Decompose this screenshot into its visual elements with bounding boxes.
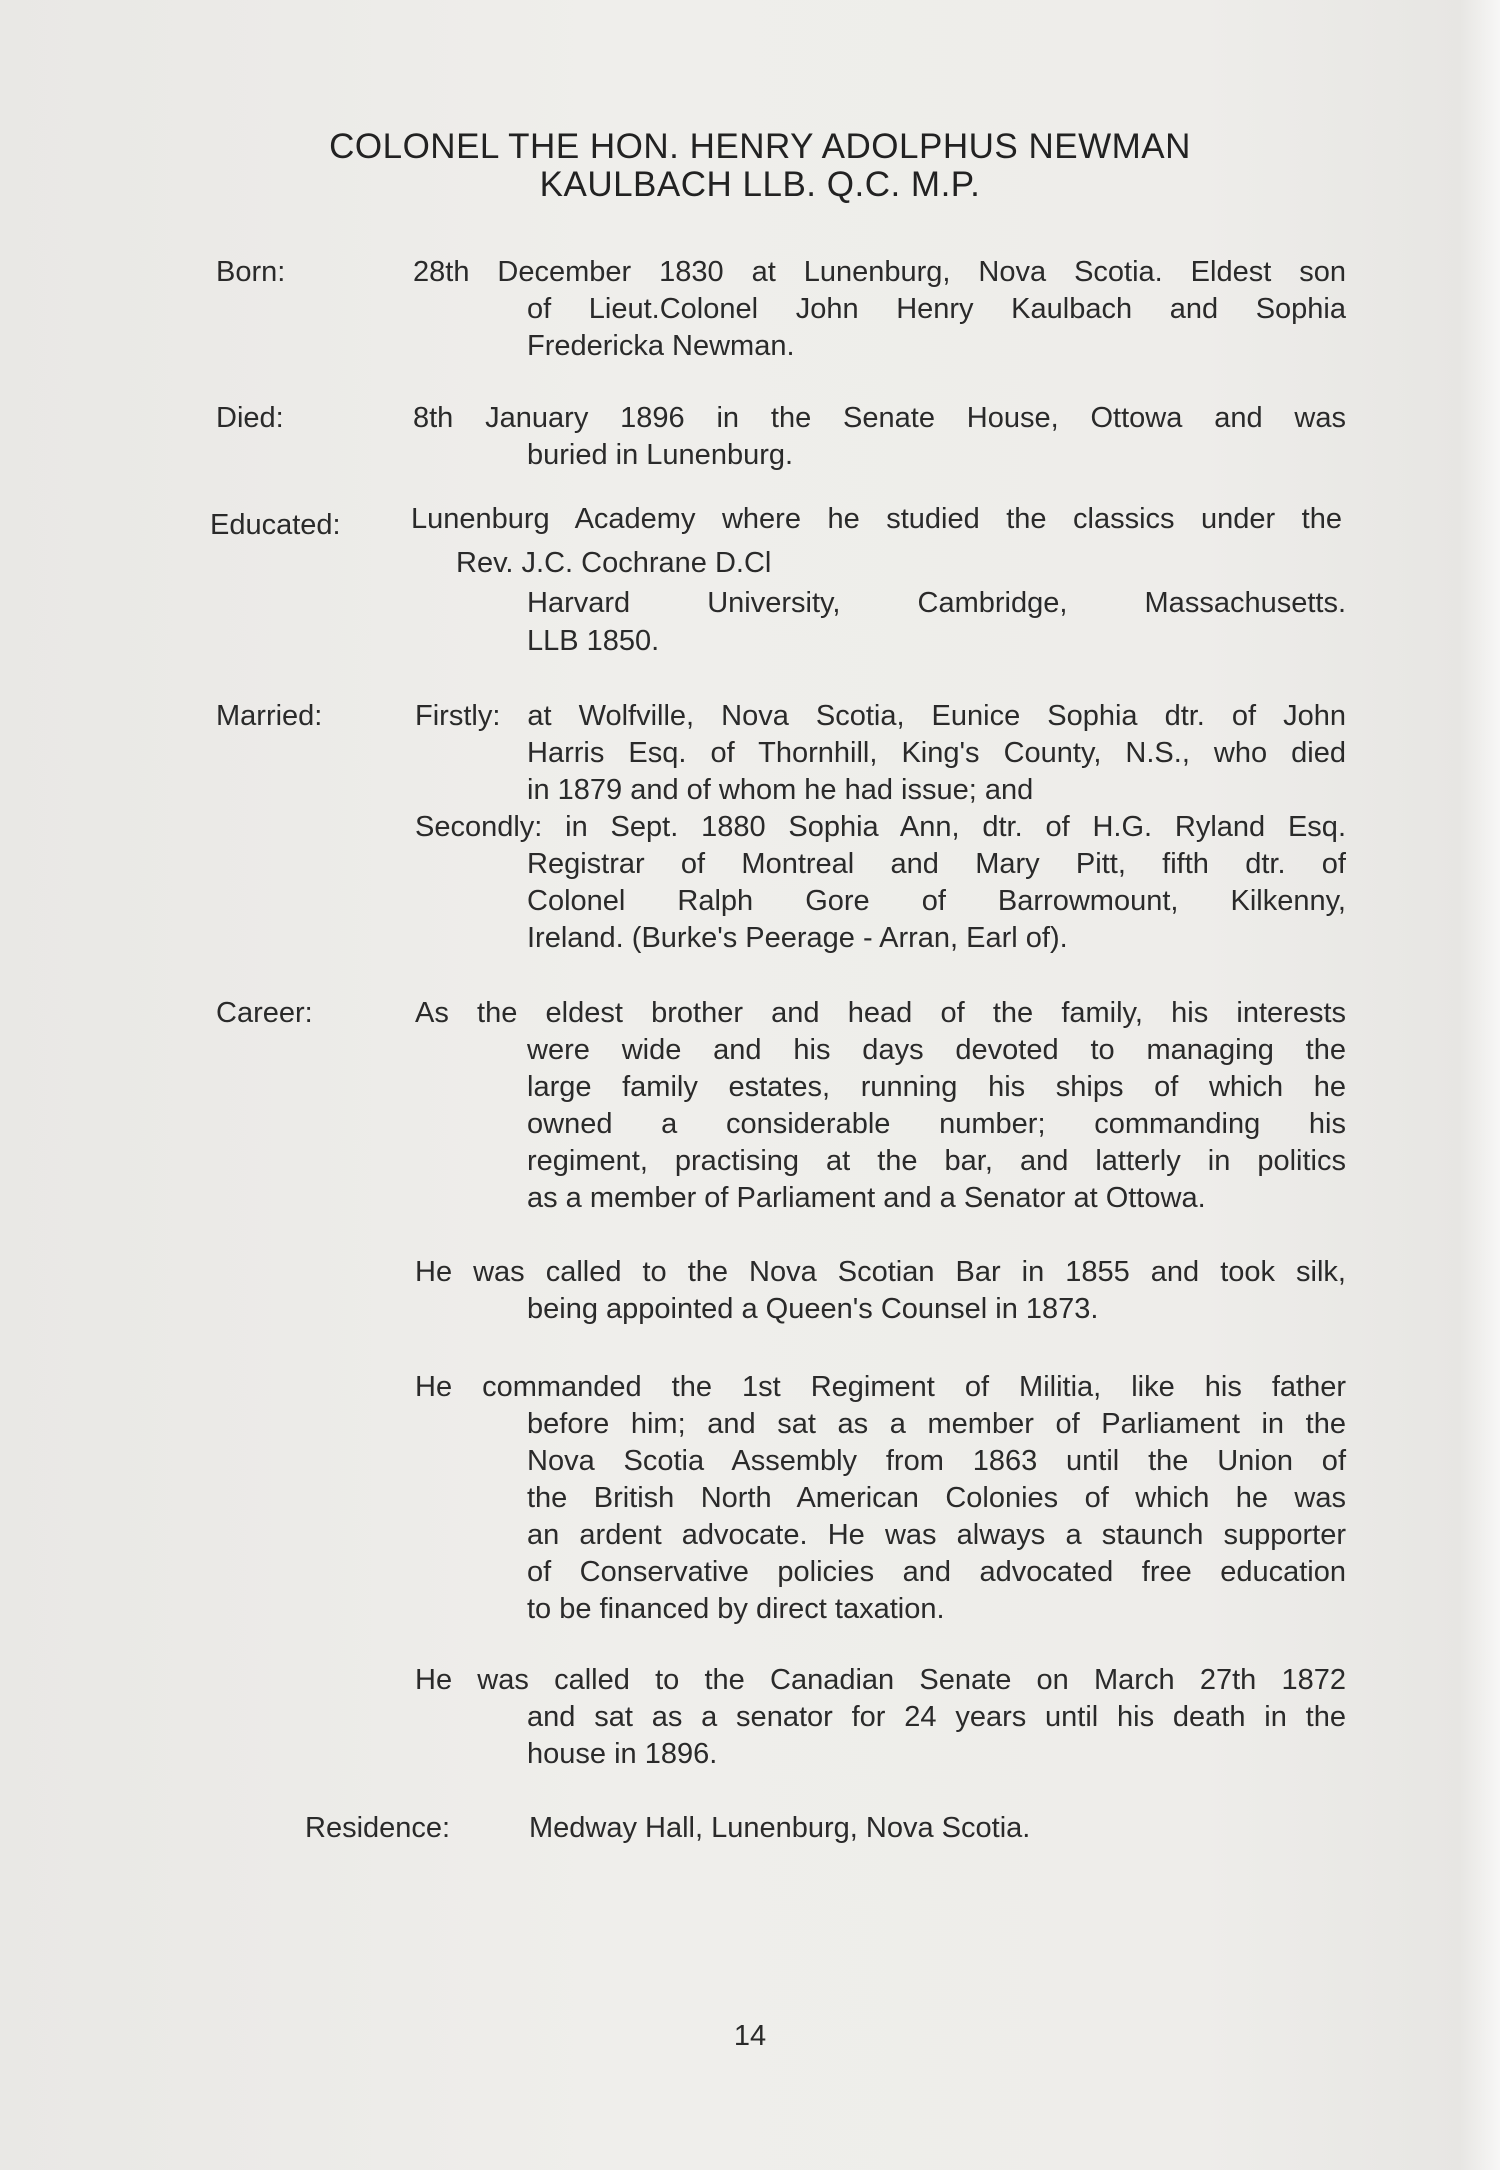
married-line: in 1879 and of whom he had issue; and	[527, 774, 1034, 806]
educated-line: Lunenburg Academy where he studied the classics under the	[411, 503, 1342, 535]
career-line: He was called to the Canadian Senate on March 27th 1872	[415, 1664, 1346, 1696]
page-title-line-1: COLONEL THE HON. HENRY ADOLPHUS NEWMAN	[329, 127, 1191, 166]
married-line: Registrar of Montreal and Mary Pitt, fifth dtr. of	[527, 848, 1346, 880]
died-line: 8th January 1896 in the Senate House, Ottowa and was	[413, 402, 1346, 434]
married-line: Secondly: in Sept. 1880 Sophia Ann, dtr. of H.G. Ryland Esq.	[415, 811, 1346, 843]
married-line: Firstly: at Wolfville, Nova Scotia, Eunice Sophia dtr. of John	[415, 700, 1346, 732]
residence-label: Residence:	[305, 1812, 451, 1844]
career-line: and sat as a senator for 24 years until his death in the	[527, 1701, 1346, 1733]
career-line: large family estates, running his ships of which he	[527, 1071, 1346, 1103]
page-number: 14	[733, 2020, 767, 2052]
died-line: buried in Lunenburg.	[527, 439, 794, 471]
married-line: Ireland. (Burke's Peerage - Arran, Earl of).	[527, 922, 1068, 954]
born-label: Born:	[216, 256, 286, 288]
career-line: were wide and his days devoted to managing the	[527, 1034, 1346, 1066]
born-line: 28th December 1830 at Lunenburg, Nova Scotia. Eldest son	[413, 256, 1346, 288]
career-line: before him; and sat as a member of Parliament in the	[527, 1408, 1346, 1440]
educated-line: Rev. J.C. Cochrane D.Cl	[456, 547, 772, 579]
career-line: He was called to the Nova Scotian Bar in 1855 and took silk,	[415, 1256, 1346, 1288]
career-line: He commanded the 1st Regiment of Militia, like his father	[415, 1371, 1346, 1403]
educated-line: LLB 1850.	[527, 625, 660, 657]
career-line: to be financed by direct taxation.	[527, 1593, 945, 1625]
career-line: house in 1896.	[527, 1738, 718, 1770]
born-line: of Lieut.Colonel John Henry Kaulbach and Sophia	[527, 293, 1346, 325]
career-line: As the eldest brother and head of the family, his interests	[415, 997, 1346, 1029]
married-line: Colonel Ralph Gore of Barrowmount, Kilkenny,	[527, 885, 1346, 917]
career-line: an ardent advocate. He was always a staunch supporter	[527, 1519, 1346, 1551]
married-label: Married:	[216, 700, 323, 732]
page-edge	[1460, 0, 1500, 2170]
died-label: Died:	[216, 402, 284, 434]
career-line: as a member of Parliament and a Senator at Ottowa.	[527, 1182, 1206, 1214]
career-line: the British North American Colonies of which he was	[527, 1482, 1346, 1514]
career-line: owned a considerable number; commanding his	[527, 1108, 1346, 1140]
career-line: Nova Scotia Assembly from 1863 until the Union of	[527, 1445, 1346, 1477]
educated-label: Educated:	[210, 509, 341, 541]
page-title-line-2: KAULBACH LLB. Q.C. M.P.	[539, 165, 981, 204]
residence-value: Medway Hall, Lunenburg, Nova Scotia.	[529, 1812, 1031, 1844]
career-line: of Conservative policies and advocated free education	[527, 1556, 1346, 1588]
career-label: Career:	[216, 997, 313, 1029]
born-line: Fredericka Newman.	[527, 330, 795, 362]
career-line: regiment, practising at the bar, and latterly in politics	[527, 1145, 1346, 1177]
career-line: being appointed a Queen's Counsel in 1873.	[527, 1293, 1099, 1325]
married-line: Harris Esq. of Thornhill, King's County, N.S., who died	[527, 737, 1346, 769]
educated-line: Harvard University, Cambridge, Massachusetts.	[527, 587, 1346, 619]
